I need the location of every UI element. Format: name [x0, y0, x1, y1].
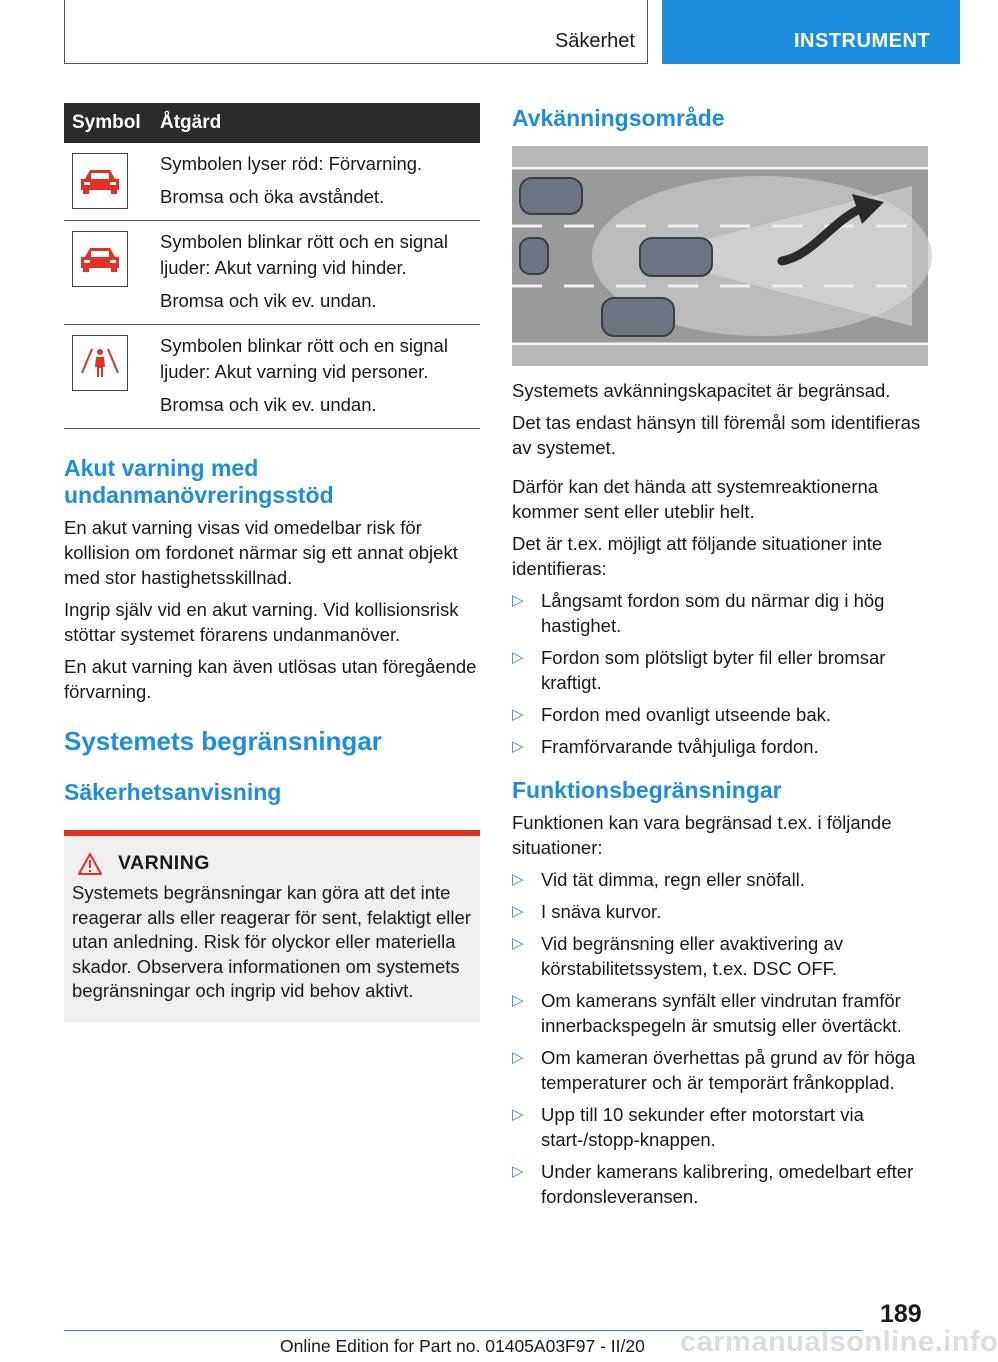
car-warning-icon	[72, 153, 128, 209]
paragraph: Därför kan det hända att systemreaktionerna kommer sent eller uteblir helt.	[512, 476, 879, 522]
list-item: ▷ Framförvarande tvåhjuliga fordon.	[512, 736, 819, 757]
action-line: Bromsa och öka avståndet.	[160, 186, 385, 207]
list-item: ▷ Om kameran överhettas på grund av för höga temperaturer och är temporärt frånkopplad.	[512, 1047, 916, 1093]
symbol-cell	[64, 143, 152, 221]
car-warning-icon	[72, 231, 128, 287]
section-title: Säkerhet	[554, 30, 635, 52]
symbol-cell	[64, 221, 152, 325]
table-row	[64, 221, 480, 325]
list-item: ▷ Under kamerans kalibrering, omedelbart efter fordonsleveransen.	[512, 1161, 914, 1207]
action-cell	[152, 143, 480, 221]
paragraph: En akut varning visas vid omedelbar risk för kollision om fordonet närmar sig ett annat objekt med stor hastighetsskillnad.	[64, 517, 458, 588]
column-header-action: Åtgärd	[152, 103, 480, 143]
warning-text: Systemets begränsningar kan göra att det inte reagerar alls eller reagerar för sent, felaktigt eller utan anledning. Risk för olyckor eller materiella skador. Observera informationen om systemets begränsningar och ingrip vid behov aktivt.	[72, 882, 471, 1001]
page-number: 189	[880, 1300, 922, 1328]
triangle-bullet-icon: ▷	[512, 1163, 524, 1180]
list-item: ▷ Fordon som plötsligt byter fil eller bromsar kraftigt.	[512, 647, 886, 693]
triangle-bullet-icon: ▷	[512, 903, 524, 920]
action-line: Symbolen lyser röd: Förvarning.	[160, 153, 423, 174]
warning-label: VARNING	[118, 852, 210, 874]
table-header-row	[64, 103, 480, 143]
list-item: ▷ Vid tät dimma, regn eller snöfall.	[512, 869, 805, 890]
chapter-title: INSTRUMENT	[794, 30, 931, 52]
paragraph: Ingrip själv vid en akut varning. Vid kollisionsrisk stöttar systemet förarens undanmanöver.	[64, 599, 459, 645]
heading-function-limits: Funktionsbegränsningar	[512, 777, 782, 803]
table-row	[64, 143, 480, 221]
list-item: ▷ I snäva kurvor.	[512, 901, 662, 922]
function-limits-list	[512, 867, 928, 1209]
unidentified-situations-list	[512, 588, 928, 759]
list-item: ▷ Långsamt fordon som du närmar dig i hög hastighet.	[512, 590, 885, 636]
action-cell	[152, 221, 480, 325]
action-line: Symbolen blinkar rött och en signal ljuder: Akut varning vid hinder.	[160, 231, 448, 278]
footer-edition: Online Edition for Part no. 01405A03F97 - II/20	[280, 1336, 645, 1356]
triangle-bullet-icon: ▷	[512, 992, 524, 1009]
header-section-box	[64, 0, 648, 64]
triangle-bullet-icon: ▷	[512, 871, 524, 888]
warning-title	[78, 852, 472, 875]
watermark: carmanualsonline.info	[680, 1326, 998, 1358]
detection-area-illustration	[512, 146, 928, 366]
action-line: Bromsa och vik ev. undan.	[160, 290, 377, 311]
list-item: ▷ Upp till 10 sekunder efter motorstart via start-/stopp-knappen.	[512, 1104, 864, 1150]
heading-evasion: Akut varning med undanmanövreringsstöd	[64, 455, 334, 508]
action-line: Bromsa och vik ev. undan.	[160, 394, 377, 415]
table-row	[64, 325, 480, 429]
heading-detection-area: Avkänningsområde	[512, 105, 725, 131]
header-chapter-tab[interactable]	[662, 0, 960, 64]
action-line: Symbolen blinkar rött och en signal ljuder: Akut varning vid personer.	[160, 335, 448, 382]
paragraph: Det är t.ex. möjligt att följande situationer inte identifieras:	[512, 533, 883, 579]
paragraph: Systemets avkänningskapacitet är begränsad.	[512, 380, 891, 401]
right-column	[512, 103, 928, 1216]
column-header-symbol: Symbol	[64, 103, 152, 143]
list-item: ▷ Vid begränsning eller avaktivering av körstabilitetssystem, t.ex. DSC OFF.	[512, 933, 844, 979]
paragraph: Det tas endast hänsyn till föremål som identifieras av systemet.	[512, 412, 921, 458]
triangle-bullet-icon: ▷	[512, 592, 524, 609]
symbol-table	[64, 103, 480, 429]
triangle-bullet-icon: ▷	[512, 1106, 524, 1123]
pedestrian-warning-icon	[72, 335, 128, 391]
warning-triangle-icon	[78, 853, 102, 875]
warning-box	[64, 830, 480, 1022]
triangle-bullet-icon: ▷	[512, 738, 524, 755]
triangle-bullet-icon: ▷	[512, 935, 524, 952]
left-column	[64, 103, 480, 1022]
action-cell	[152, 325, 480, 429]
paragraph: En akut varning kan även utlösas utan föregående förvarning.	[64, 656, 477, 702]
triangle-bullet-icon: ▷	[512, 1049, 524, 1066]
symbol-cell	[64, 325, 152, 429]
list-item: ▷ Fordon med ovanligt utseende bak.	[512, 704, 832, 725]
triangle-bullet-icon: ▷	[512, 706, 524, 723]
heading-safety-note: Säkerhetsanvisning	[64, 779, 282, 805]
paragraph: Funktionen kan vara begränsad t.ex. i följande situationer:	[512, 812, 892, 858]
heading-system-limits: Systemets begränsningar	[64, 726, 382, 756]
triangle-bullet-icon: ▷	[512, 649, 524, 666]
list-item: ▷ Om kamerans synfält eller vindrutan framför innerbackspegeln är smutsig eller övertäckt.	[512, 990, 902, 1036]
